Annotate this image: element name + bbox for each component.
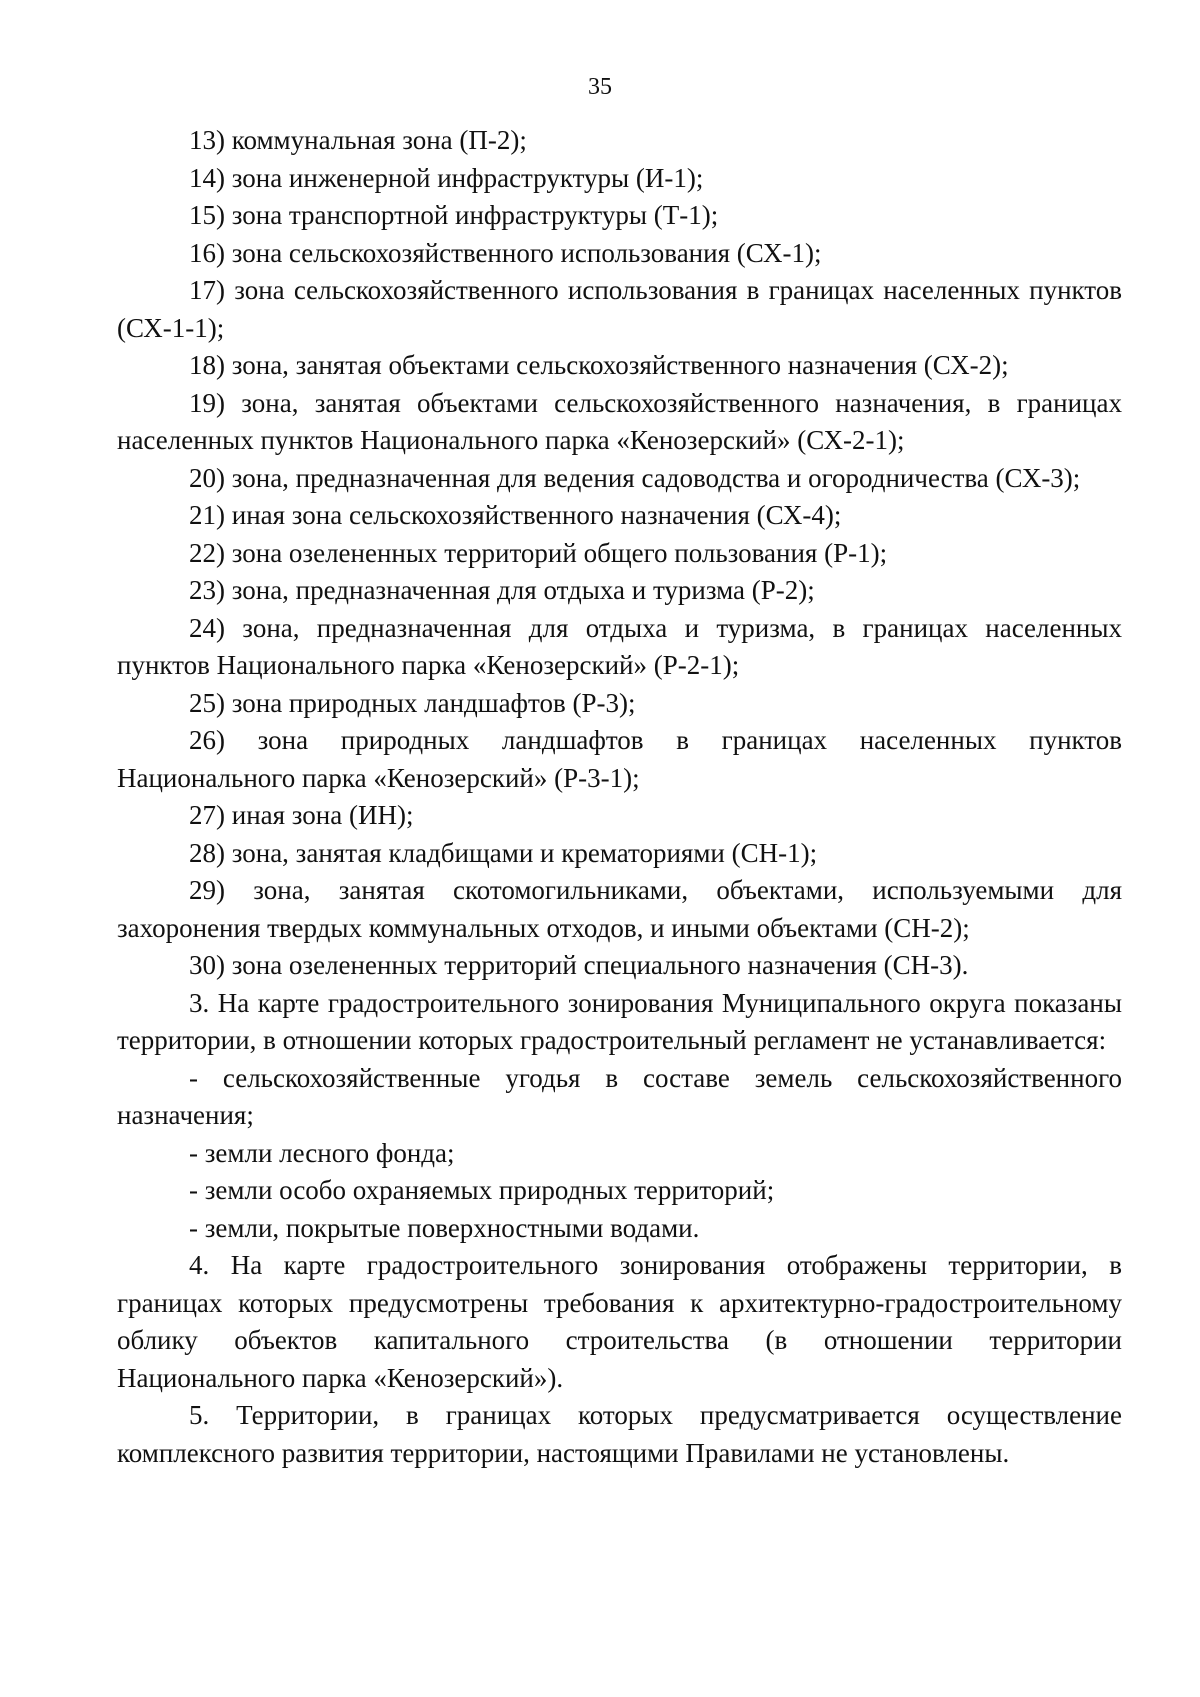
list-item-zone-18: 18) зона, занятая объектами сельскохозяйственного назначения (СХ-2); — [189, 350, 1009, 380]
list-item-zone-28: 28) зона, занятая кладбищами и крематориями (СН-1); — [189, 837, 818, 868]
list-item-zone-21: 21) иная зона сельскохозяйственного назначения (СХ-4); — [189, 500, 842, 530]
list-item-zone-17: 17) зона сельскохозяйственного использования в границах населенных пунктов (СХ-1-1); — [117, 275, 1122, 343]
section-5-paragraph: 5. Территории, в границах которых предусматривается осуществление комплексного развития территории, настоящими Правилами не установлены. — [117, 1400, 1122, 1468]
list-item-zone-14: 14) зона инженерной инфраструктуры (И-1); — [189, 162, 704, 193]
list-item-zone-24: 24) зона, предназначенная для отдыха и туризма, в границах населенных пунктов Национального парка «Кенозерский» (Р-2-1); — [117, 612, 1122, 680]
page-number: 35 — [588, 74, 612, 100]
list-item-zone-16: 16) зона сельскохозяйственного использования (СХ-1); — [189, 237, 822, 268]
list-item-zone-13: 13) коммунальная зона (П-2); — [189, 125, 527, 155]
section-4-paragraph: 4. На карте градостроительного зонирования отображены территории, в границах которых предусмотрены требования к архитектурно-градостроительному облику объектов капитального строительства (в отношении территории Национального парка «Кенозерский»). — [117, 1250, 1122, 1393]
document-body — [117, 122, 1122, 1472]
bullet-item: - земли лесного фонда; — [189, 1137, 455, 1168]
list-item-zone-15: 15) зона транспортной инфраструктуры (Т-1); — [189, 200, 719, 230]
list-item-zone-23: 23) зона, предназначенная для отдыха и туризма (Р-2); — [189, 575, 815, 605]
list-item-zone-25: 25) зона природных ландшафтов (Р-3); — [189, 687, 636, 718]
bullet-item: - сельскохозяйственные угодья в составе земель сельскохозяйственного назначения; — [117, 1062, 1122, 1130]
list-item-zone-22: 22) зона озелененных территорий общего пользования (Р-1); — [189, 537, 888, 568]
list-item-zone-26: 26) зона природных ландшафтов в границах населенных пунктов Национального парка «Кенозерский» (Р-3-1); — [117, 725, 1122, 793]
list-item-zone-19: 19) зона, занятая объектами сельскохозяйственного назначения, в границах населенных пунктов Национального парка «Кенозерский» (СХ-2-1); — [117, 387, 1122, 455]
list-item-zone-27: 27) иная зона (ИН); — [189, 800, 414, 830]
list-item-zone-20: 20) зона, предназначенная для ведения садоводства и огородничества (СХ-3); — [189, 462, 1081, 493]
section-3-paragraph: 3. На карте градостроительного зонирования Муниципального округа показаны территории, в отношении которых градостроительный регламент не устанавливается: — [117, 987, 1122, 1055]
bullet-item: - земли особо охраняемых природных территорий; — [189, 1175, 775, 1205]
list-item-zone-29: 29) зона, занятая скотомогильниками, объектами, используемыми для захоронения твердых коммунальных отходов, и иными объектами (СН-2); — [117, 875, 1122, 943]
bullet-item: - земли, покрытые поверхностными водами. — [189, 1212, 700, 1243]
list-item-zone-30: 30) зона озелененных территорий специального назначения (СН-3). — [189, 950, 969, 980]
